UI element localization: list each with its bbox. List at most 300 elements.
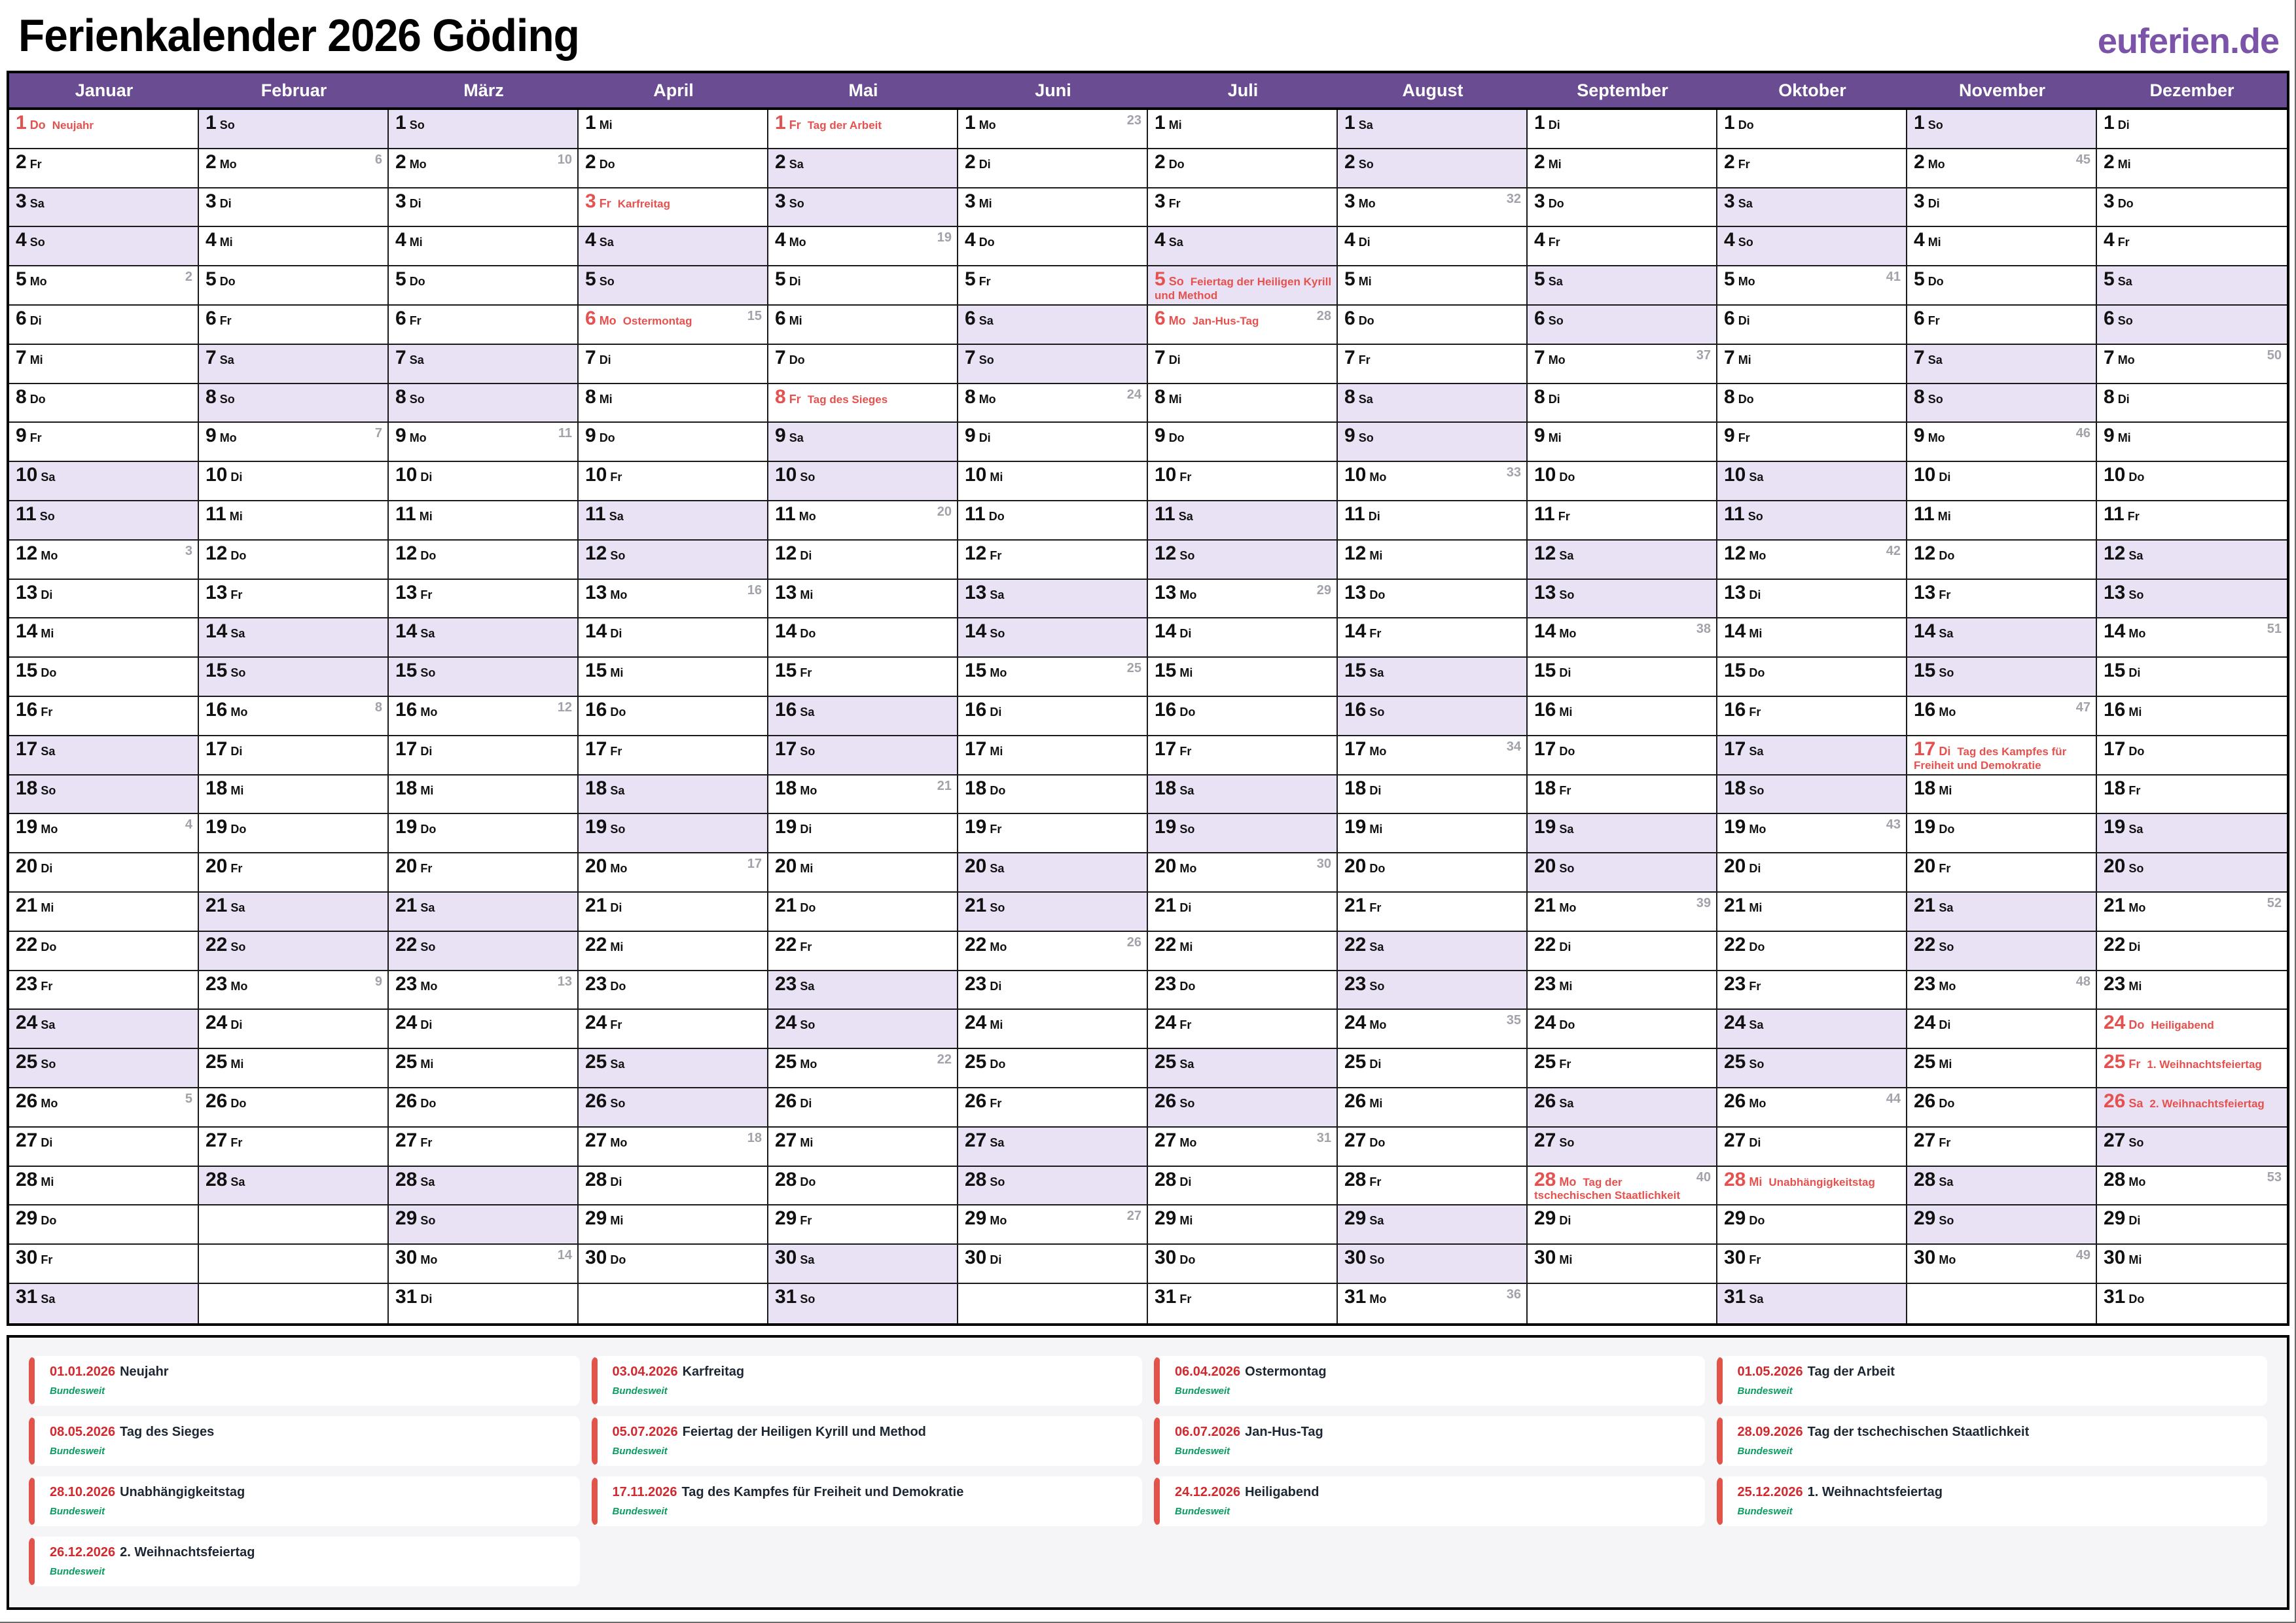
day-cell-februar-12	[199, 541, 389, 580]
day-cell-november-22	[1907, 932, 2097, 971]
weekday-abbr: Di	[1168, 353, 1181, 366]
weekday-abbr: Mo	[1738, 275, 1755, 289]
weekday-abbr: So	[1358, 157, 1374, 171]
weekday-abbr: Sa	[41, 1292, 56, 1306]
weekday-abbr: Mo	[219, 157, 237, 171]
day-number: 23	[1914, 972, 1936, 995]
day-number: 27	[206, 1129, 228, 1151]
day-number: 24	[1724, 1012, 1746, 1034]
weekday-abbr: So	[1358, 431, 1374, 445]
weekday-abbr: So	[1369, 1253, 1385, 1267]
legend-date: 25.12.2026	[1737, 1485, 1803, 1499]
day-number: 29	[1344, 1207, 1367, 1230]
weekday-abbr: Mo	[1939, 979, 1956, 993]
day-number: 14	[395, 620, 418, 643]
weekday-abbr: Sa	[41, 744, 56, 758]
day-cell-februar-18	[199, 776, 389, 815]
day-cell-januar-22	[9, 932, 199, 971]
weekday-abbr: So	[599, 275, 615, 289]
day-cell-märz-1	[389, 110, 579, 149]
day-number: 13	[1914, 581, 1936, 603]
weekday-abbr: Di	[1928, 196, 1940, 210]
day-cell-januar-13	[9, 580, 199, 619]
weekday-abbr: Sa	[230, 901, 245, 914]
day-number: 2	[585, 151, 596, 173]
day-cell-november-23	[1907, 971, 2097, 1010]
day-cell-dezember-11	[2097, 501, 2287, 541]
day-number: 10	[1914, 464, 1936, 486]
weekday-abbr: Do	[2128, 1292, 2145, 1306]
day-number: 12	[395, 542, 418, 564]
weekday-abbr: Sa	[800, 705, 815, 719]
week-number: 41	[1886, 270, 1901, 285]
day-number: 24	[1914, 1012, 1936, 1034]
weekday-abbr: So	[1939, 666, 1954, 680]
weekday-abbr: Fr	[1749, 1253, 1761, 1267]
day-number: 17	[1914, 738, 1936, 760]
day-cell-august-17	[1338, 736, 1528, 776]
day-number: 14	[585, 620, 607, 643]
day-cell-oktober-2	[1717, 149, 1907, 188]
weekday-abbr: Mo	[1369, 744, 1387, 758]
day-number: 21	[1534, 894, 1556, 916]
weekday-abbr: Do	[1559, 471, 1575, 484]
weekday-abbr: Do	[610, 705, 626, 719]
legend-date: 01.01.2026	[50, 1364, 116, 1379]
day-number: 23	[395, 972, 418, 995]
day-number: 26	[1724, 1090, 1746, 1112]
weekday-abbr: Fr	[420, 862, 433, 876]
weekday-abbr: Sa	[420, 901, 435, 914]
day-cell-februar-4	[199, 227, 389, 266]
day-number: 17	[206, 738, 228, 760]
weekday-abbr: Mi	[1738, 353, 1751, 366]
day-number: 5	[1534, 268, 1545, 291]
day-number: 18	[2104, 777, 2126, 799]
week-number: 47	[2075, 700, 2090, 715]
day-cell-januar-18	[9, 776, 199, 815]
weekday-abbr: Mi	[1369, 548, 1383, 562]
day-number: 25	[16, 1051, 38, 1073]
day-cell-september-7	[1528, 345, 1717, 384]
weekday-abbr: Di	[1749, 862, 1761, 876]
day-number: 1	[206, 112, 217, 134]
day-number: 30	[2104, 1247, 2126, 1269]
day-number: 28	[1724, 1168, 1746, 1190]
day-cell-juni-29	[958, 1205, 1148, 1245]
day-number: 21	[585, 894, 607, 916]
weekday-abbr: So	[1748, 509, 1763, 523]
day-number: 27	[1155, 1129, 1177, 1151]
weekday-abbr: So	[990, 901, 1005, 914]
day-cell-märz-18	[389, 776, 579, 815]
day-number: 20	[206, 855, 228, 878]
day-number: 12	[2104, 542, 2126, 564]
day-cell-mai-12	[768, 541, 958, 580]
day-cell-november-30	[1907, 1245, 2097, 1284]
weekday-abbr: Sa	[609, 509, 624, 523]
weekday-abbr: Do	[1369, 588, 1386, 601]
day-number: 8	[965, 385, 976, 408]
day-cell-november-14	[1907, 618, 2097, 658]
day-cell-mai-5	[768, 266, 958, 306]
weekday-abbr: Mi	[978, 196, 992, 210]
day-number: 25	[1344, 1051, 1367, 1073]
day-number: 24	[2104, 1012, 2126, 1034]
weekday-abbr: So	[1559, 1135, 1575, 1149]
day-cell-juli-2	[1148, 149, 1338, 188]
weekday-abbr: Sa	[1369, 940, 1384, 954]
day-cell-juni-12	[958, 541, 1148, 580]
week-number: 50	[2267, 348, 2282, 363]
day-cell-januar-12	[9, 541, 199, 580]
weekday-abbr: So	[2128, 1135, 2144, 1149]
holiday-label: Tag der Arbeit	[807, 119, 882, 132]
weekday-abbr: Mo	[610, 1135, 628, 1149]
day-number: 28	[775, 1168, 797, 1190]
day-cell-märz-23	[389, 971, 579, 1010]
day-cell-august-24	[1338, 1010, 1528, 1049]
weekday-abbr: So	[1559, 862, 1575, 876]
weekday-abbr: So	[978, 353, 994, 366]
day-cell-april-20	[579, 853, 768, 893]
day-cell-mai-23	[768, 971, 958, 1010]
weekday-abbr: Mi	[2117, 431, 2131, 445]
day-cell-dezember-29	[2097, 1205, 2287, 1245]
weekday-abbr: Mo	[990, 1214, 1007, 1228]
day-cell-februar-14	[199, 618, 389, 658]
day-cell-januar-6	[9, 306, 199, 345]
weekday-abbr: Di	[978, 431, 991, 445]
day-cell-november-11	[1907, 501, 2097, 541]
week-number: 20	[937, 504, 952, 519]
weekday-abbr: So	[800, 744, 816, 758]
day-number: 24	[585, 1012, 607, 1034]
day-number: 8	[1534, 385, 1545, 408]
day-cell-november-26	[1907, 1088, 2097, 1128]
weekday-abbr: Sa	[409, 353, 424, 366]
day-number: 27	[1534, 1129, 1556, 1151]
day-number: 2	[1534, 151, 1545, 173]
day-number: 6	[1724, 307, 1735, 329]
day-cell-juni-4	[958, 227, 1148, 266]
day-number: 19	[1344, 816, 1367, 838]
weekday-abbr: Sa	[219, 353, 234, 366]
weekday-abbr: Do	[1749, 940, 1765, 954]
day-number: 1	[1914, 112, 1925, 134]
day-cell-februar-20	[199, 853, 389, 893]
day-cell-dezember-8	[2097, 384, 2287, 423]
day-number: 1	[1155, 112, 1166, 134]
legend-region: Bundesweit	[50, 1446, 105, 1457]
weekday-abbr: Di	[1179, 901, 1192, 914]
weekday-abbr: Mi	[229, 509, 243, 523]
weekday-abbr: Mi	[29, 353, 43, 366]
weekday-abbr: So	[219, 392, 235, 406]
weekday-abbr: Di	[1179, 1175, 1192, 1188]
day-cell-mai-4	[768, 227, 958, 266]
day-number: 14	[2104, 620, 2126, 643]
day-number: 27	[965, 1129, 987, 1151]
weekday-abbr: Do	[2128, 471, 2145, 484]
weekday-abbr: Mi	[41, 1175, 54, 1188]
day-number: 7	[1344, 346, 1355, 368]
day-number: 4	[16, 229, 27, 251]
day-cell-august-18	[1338, 776, 1528, 815]
day-cell-februar-10	[199, 462, 389, 501]
weekday-abbr: Do	[789, 353, 805, 366]
day-cell-juli-16	[1148, 697, 1338, 736]
day-cell-dezember-3	[2097, 188, 2287, 228]
weekday-abbr: Di	[990, 705, 1002, 719]
day-number: 19	[206, 816, 228, 838]
day-cell-mai-1	[768, 110, 958, 149]
day-cell-juni-23	[958, 971, 1148, 1010]
weekday-abbr: Do	[1939, 548, 1955, 562]
weekday-abbr: Fr	[1179, 1292, 1192, 1306]
weekday-abbr: So	[420, 666, 436, 680]
day-cell-april-21	[579, 893, 768, 932]
day-number: 8	[1344, 385, 1355, 408]
weekday-abbr: So	[41, 1058, 56, 1071]
day-number: 3	[1534, 190, 1545, 212]
day-number: 13	[1724, 581, 1746, 603]
week-number: 36	[1506, 1287, 1521, 1302]
legend-region: Bundesweit	[1737, 1506, 1793, 1517]
day-cell-märz-30	[389, 1245, 579, 1284]
day-number: 29	[1914, 1207, 1936, 1230]
week-number: 26	[1126, 935, 1141, 950]
legend-holiday-name: Tag der tschechischen Staatlichkeit	[1807, 1425, 2030, 1439]
weekday-abbr: Do	[420, 823, 437, 836]
weekday-abbr: Mo	[599, 313, 617, 327]
day-number: 16	[1155, 698, 1177, 721]
legend-date: 08.05.2026	[50, 1425, 116, 1439]
weekday-abbr: So	[990, 1175, 1005, 1188]
week-number: 30	[1316, 857, 1331, 872]
week-number: 2	[185, 270, 192, 285]
day-cell-september-3	[1528, 188, 1717, 228]
weekday-abbr: Fr	[800, 1214, 812, 1228]
day-number: 20	[775, 855, 797, 878]
day-cell-märz-3	[389, 188, 579, 228]
weekday-abbr: Mo	[1928, 157, 1945, 171]
day-number: 21	[1344, 894, 1367, 916]
legend-holiday-name: Neujahr	[120, 1364, 169, 1379]
day-number: 10	[1155, 464, 1177, 486]
month-header-dezember: Dezember	[2149, 80, 2234, 100]
weekday-abbr: Fr	[1738, 157, 1750, 171]
weekday-abbr: So	[2128, 862, 2144, 876]
weekday-abbr: Mo	[798, 509, 816, 523]
day-cell-februar-26	[199, 1088, 389, 1128]
week-number: 53	[2267, 1169, 2282, 1185]
weekday-abbr: Di	[800, 1096, 812, 1110]
day-number: 4	[775, 229, 786, 251]
day-number: 10	[395, 464, 418, 486]
day-number: 16	[1914, 698, 1936, 721]
day-cell-oktober-3	[1717, 188, 1907, 228]
day-cell-september-25	[1528, 1049, 1717, 1088]
day-cell-märz-24	[389, 1010, 579, 1049]
weekday-abbr: Mi	[1749, 1175, 1763, 1188]
day-number: 4	[395, 229, 406, 251]
weekday-abbr: Sa	[2128, 548, 2144, 562]
day-number: 23	[1534, 972, 1556, 995]
day-number: 12	[1155, 542, 1177, 564]
day-cell-juli-25	[1148, 1049, 1338, 1088]
day-number: 7	[585, 346, 596, 368]
day-cell-september-16	[1528, 697, 1717, 736]
day-cell-november-25	[1907, 1049, 2097, 1088]
weekday-abbr: So	[1928, 118, 1943, 132]
day-number: 22	[1344, 933, 1367, 955]
day-cell-februar-11	[199, 501, 389, 541]
day-number: 20	[1155, 855, 1177, 878]
day-number: 13	[1534, 581, 1556, 603]
day-cell-oktober-10	[1717, 462, 1907, 501]
legend-date: 26.12.2026	[50, 1545, 116, 1560]
euferien-logo[interactable]: euferien.de	[2097, 22, 2279, 61]
day-number: 1	[2104, 112, 2115, 134]
weekday-abbr: Sa	[789, 431, 804, 445]
day-cell-juli-4	[1148, 227, 1338, 266]
day-cell-dezember-5	[2097, 266, 2287, 306]
day-cell-juli-19	[1148, 814, 1338, 853]
weekday-abbr: Di	[1559, 1214, 1571, 1228]
weekday-abbr: Sa	[41, 471, 56, 484]
day-cell-april-28	[579, 1167, 768, 1206]
day-number: 12	[1724, 542, 1746, 564]
weekday-abbr: Mi	[1559, 705, 1573, 719]
legend-item-28.09.2026	[1717, 1416, 2268, 1466]
day-cell-januar-5	[9, 266, 199, 306]
day-number: 14	[775, 620, 797, 643]
week-number: 51	[2267, 622, 2282, 637]
day-number: 10	[1344, 464, 1367, 486]
day-cell-august-29	[1338, 1205, 1528, 1245]
weekday-abbr: Do	[1738, 118, 1754, 132]
weekday-abbr: Mo	[1559, 1175, 1577, 1188]
day-cell-dezember-1	[2097, 110, 2287, 149]
legend-holiday-name: Heiligabend	[1245, 1485, 1319, 1499]
day-cell-juli-3	[1148, 188, 1338, 228]
day-cell-august-5	[1338, 266, 1528, 306]
weekday-abbr: Mo	[219, 431, 237, 445]
day-number: 4	[1914, 229, 1925, 251]
day-cell-mai-11	[768, 501, 958, 541]
weekday-abbr: Fr	[610, 1018, 622, 1032]
weekday-abbr: Mo	[1749, 1096, 1767, 1110]
legend-region: Bundesweit	[50, 1506, 105, 1517]
calendar-grid	[9, 110, 2287, 1323]
day-cell-februar-23	[199, 971, 389, 1010]
day-number: 11	[585, 503, 606, 525]
day-number: 19	[395, 816, 418, 838]
legend-date: 06.07.2026	[1175, 1425, 1241, 1439]
empty-cell-april-31	[579, 1284, 768, 1323]
day-number: 24	[1534, 1012, 1556, 1034]
weekday-abbr: Mo	[2117, 353, 2135, 366]
legend-holiday-name: Unabhängigkeitstag	[120, 1485, 245, 1499]
week-number: 9	[374, 974, 382, 989]
day-number: 19	[585, 816, 607, 838]
week-number: 48	[2075, 974, 2090, 989]
weekday-abbr: So	[420, 1214, 436, 1228]
day-number: 8	[1155, 385, 1166, 408]
weekday-abbr: Mo	[41, 823, 58, 836]
weekday-abbr: Do	[409, 275, 425, 289]
weekday-abbr: Sa	[1358, 392, 1373, 406]
weekday-abbr: Mi	[230, 1058, 244, 1071]
day-cell-märz-31	[389, 1284, 579, 1323]
day-number: 18	[206, 777, 228, 799]
day-number: 1	[1724, 112, 1735, 134]
day-number: 15	[585, 660, 607, 682]
day-cell-april-25	[579, 1049, 768, 1088]
day-cell-oktober-16	[1717, 697, 1907, 736]
legend-item-08.05.2026	[29, 1416, 580, 1466]
weekday-abbr: Fr	[1558, 509, 1570, 523]
weekday-abbr: Mi	[990, 744, 1003, 758]
day-number: 26	[1914, 1090, 1936, 1112]
weekday-abbr: Fr	[610, 471, 622, 484]
day-cell-januar-23	[9, 971, 199, 1010]
weekday-abbr: Fr	[2128, 783, 2141, 797]
weekday-abbr: Do	[1358, 313, 1374, 327]
legend-holiday-name: Feiertag der Heiligen Kyrill und Method	[682, 1425, 926, 1439]
weekday-abbr: Do	[800, 901, 816, 914]
month-header-februar: Februar	[260, 80, 327, 100]
weekday-abbr: Mo	[1179, 862, 1197, 876]
day-number: 20	[1534, 855, 1556, 878]
weekday-abbr: Di	[1939, 744, 1951, 758]
weekday-abbr: Fr	[990, 1096, 1002, 1110]
weekday-abbr: Sa	[1749, 744, 1764, 758]
day-number: 1	[965, 112, 976, 134]
week-number: 45	[2075, 152, 2090, 167]
year-calendar-table	[7, 71, 2289, 1326]
weekday-abbr: Mo	[800, 1058, 817, 1071]
day-number: 19	[2104, 816, 2126, 838]
day-number: 11	[2104, 503, 2125, 525]
day-cell-november-1	[1907, 110, 2097, 149]
weekday-abbr: Fr	[1179, 471, 1192, 484]
weekday-abbr: Mo	[1369, 471, 1387, 484]
day-number: 22	[965, 933, 987, 955]
weekday-abbr: Di	[1179, 627, 1192, 641]
month-header-november: November	[1958, 80, 2046, 100]
weekday-abbr: Mi	[789, 313, 802, 327]
day-number: 3	[1914, 190, 1925, 212]
week-number: 35	[1506, 1013, 1521, 1028]
day-number: 22	[2104, 933, 2126, 955]
day-cell-juli-13	[1148, 580, 1338, 619]
day-cell-mai-2	[768, 149, 958, 188]
day-number: 25	[395, 1051, 418, 1073]
day-cell-juli-26	[1148, 1088, 1338, 1128]
day-number: 2	[16, 151, 27, 173]
day-number: 3	[395, 190, 406, 212]
day-cell-juli-11	[1148, 501, 1338, 541]
day-cell-dezember-7	[2097, 345, 2287, 384]
day-cell-november-12	[1907, 541, 2097, 580]
weekday-abbr: Di	[978, 157, 991, 171]
weekday-abbr: Fr	[2127, 509, 2140, 523]
weekday-abbr: Mo	[610, 588, 628, 601]
day-cell-august-14	[1338, 618, 1528, 658]
day-cell-juli-14	[1148, 618, 1338, 658]
